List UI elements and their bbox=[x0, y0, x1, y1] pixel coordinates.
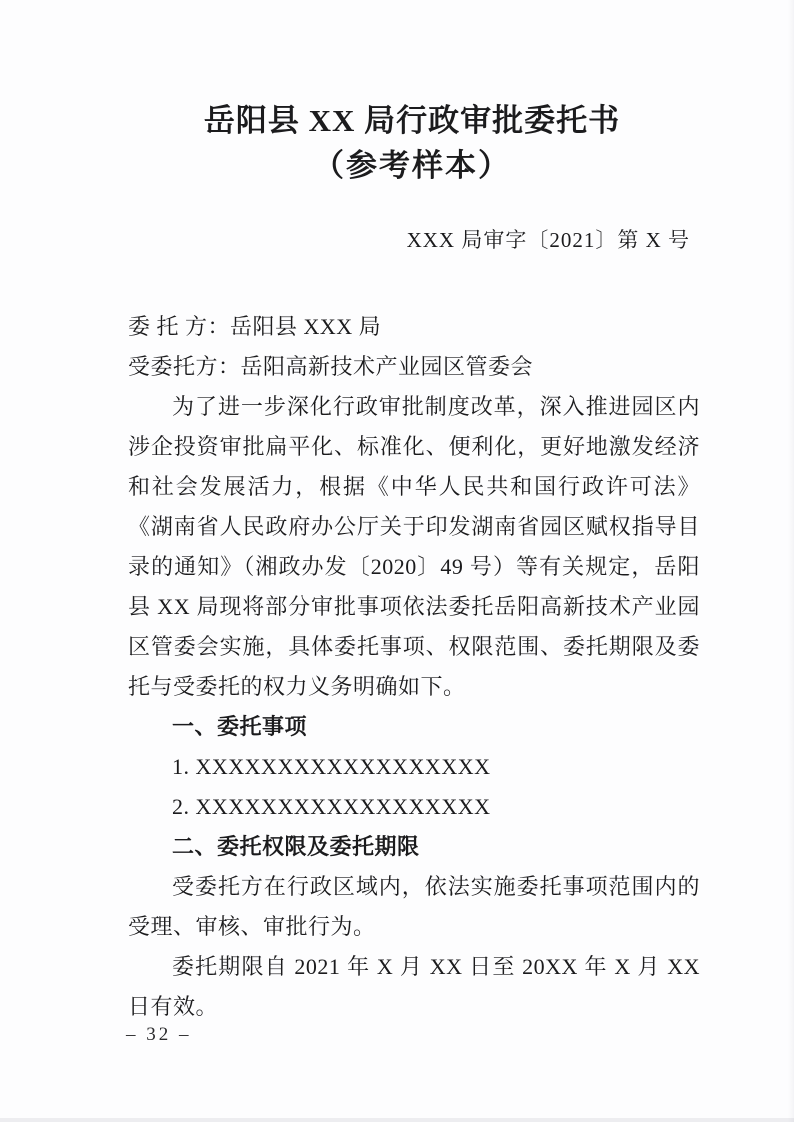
section1-item-1: 1. XXXXXXXXXXXXXXXXXX bbox=[172, 754, 491, 779]
document-title: 岳阳县 XX 局行政审批委托书 bbox=[203, 103, 621, 138]
section2-paragraph-1: 受委托方在行政区域内，依法实施委托事项范围内的受理、审核、审批行为。 bbox=[128, 874, 700, 939]
document-body bbox=[128, 307, 700, 1027]
title-block bbox=[124, 0, 700, 188]
page-number: – 32 – bbox=[126, 1024, 192, 1045]
section2-heading: 二、委托权限及委托期限 bbox=[172, 834, 420, 859]
intro-paragraph: 为了进一步深化行政审批制度改革，深入推进园区内涉企投资审批扁平化、标准化、便利化，更好地激发经济和社会发展活力，根据《中华人民共和国行政许可法》《湖南省人民政府办公厅关于印发湖南省园区赋权指导目录的通知》（湘政办发〔2020〕49 号）等有关规定，岳阳县 XX 局现将部分审批事项依法委托岳阳高新技术产业园区管委会实施，具体委托事项、权限范围、委托期限及委托与受委托的权力义务明确如下。 bbox=[128, 394, 700, 699]
delegator-label: 委 托 方： bbox=[128, 314, 231, 339]
section1-item-2: 2. XXXXXXXXXXXXXXXXXX bbox=[172, 794, 491, 819]
delegatee-label: 受委托方： bbox=[128, 354, 241, 379]
section1-heading: 一、委托事项 bbox=[172, 714, 308, 739]
section2-paragraph-2: 委托期限自 2021 年 X 月 XX 日至 20XX 年 X 月 XX 日有效。 bbox=[128, 954, 700, 1019]
delegator-value: 岳阳县 XXX 局 bbox=[230, 314, 382, 339]
delegatee-row bbox=[128, 347, 700, 387]
document-reference-number: XXX 局审字〔2021〕第 X 号 bbox=[406, 228, 690, 252]
delegator-row bbox=[128, 307, 700, 347]
delegatee-value: 岳阳高新技术产业园区管委会 bbox=[240, 354, 534, 379]
document-subtitle: （参考样本） bbox=[313, 148, 511, 183]
